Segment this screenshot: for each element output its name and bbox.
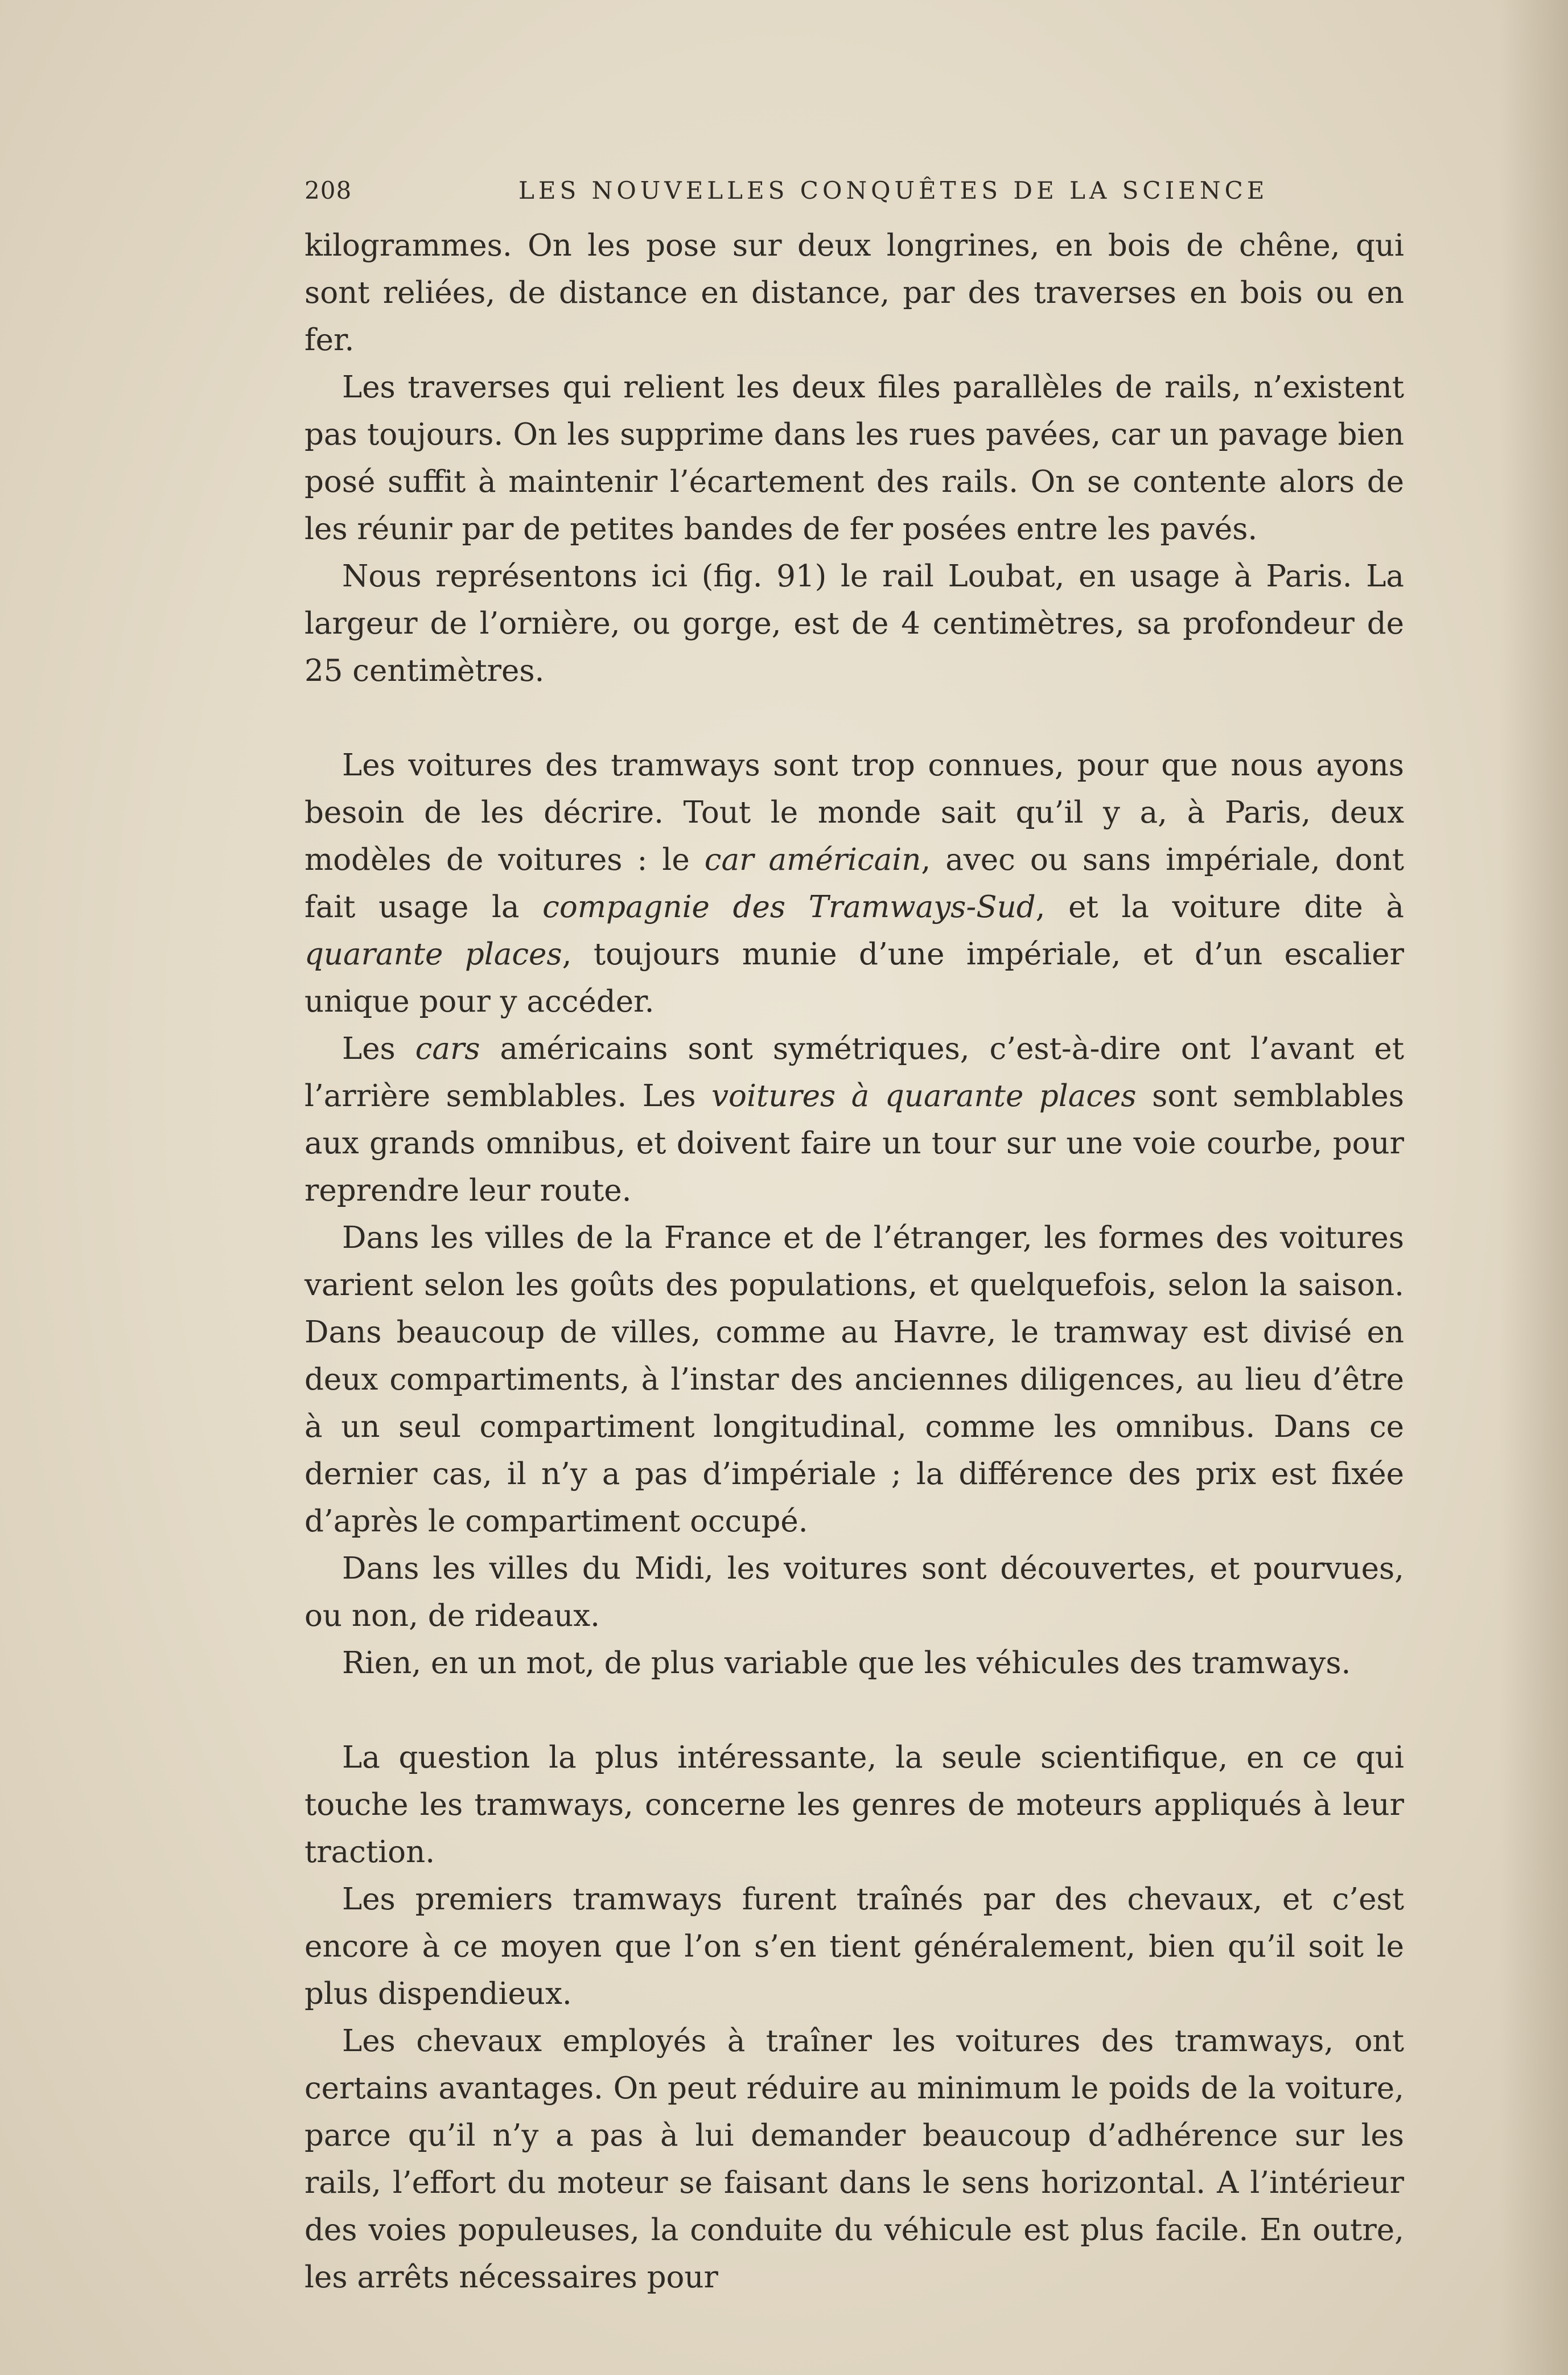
paragraph-villes-midi: Dans les villes du Midi, les voitures sont découvertes, et pourvues, ou non, de rideaux. [304,1551,1404,1633]
text-run: sont semblables aux grands omnibus, et doivent faire un tour sur une voie courbe, pour reprendre leur route. [304,1079,1404,1208]
paragraph-premiers-tramways: Les premiers tramways furent traînés par des chevaux, et c’est encore à ce moyen que l’on s’en tient généralement, bien qu’il soit le plus dispendieux. [304,1882,1404,2011]
body-text [304,222,1404,2301]
text-run: Les [342,1032,415,1066]
text-run: , toujours munie d’une impériale, et d’un escalier unique pour y accéder. [304,937,1404,1019]
italic-term: cars [415,1032,480,1066]
italic-term: quarante places [304,937,562,972]
italic-term: voitures à quarante places [711,1079,1137,1113]
paragraph-rien: Rien, en un mot, de plus variable que les véhicules des tramways. [342,1646,1351,1680]
paragraph-cars-americains [304,1025,1404,1214]
book-page [304,176,1404,2301]
paragraph-villes-france: Dans les villes de la France et de l’étranger, les formes des voitures varient selon les goûts des populations, et quelquefois, selon la saison. Dans beaucoup de villes, comme au Havre, le tramway est divisé en deux compartiments, à l’instar des anciennes diligences, au lieu d’être à un seul compartiment longitudinal, comme les omnibus. Dans ce dernier cas, il n’y a pas d’impériale ; la différence des prix est fixée d’après le compartiment occupé. [304,1221,1404,1539]
paragraph-traverses: Les traverses qui relient les deux files parallèles de rails, n’existent pas toujours. On les supprime dans les rues pavées, car un pavage bien posé suffit à maintenir l’écartement des rails. On se contente alors de les réunir par de petites bandes de fer posées entre les pavés. [304,370,1404,547]
paragraph-rail-loubat: Nous représentons ici (fig. 91) le rail Loubat, en usage à Paris. La largeur de l’ornière, ou gorge, est de 4 centimètres, sa profondeur de 25 centimètres. [304,559,1404,688]
text-run: , avec ou sans impériale, dont fait usage la [304,843,1404,924]
running-title: LES NOUVELLES CONQUÊTES DE LA SCIENCE [518,176,1269,204]
text-run: , et la voiture dite à [1035,890,1404,924]
italic-term: compagnie des Tramways-Sud [542,890,1036,924]
page-spine-shadow [1500,0,1568,2375]
text-run: américains sont symétriques, c’est-à-dire ont l’avant et l’arrière semblables. Les [304,1032,1405,1113]
text-run: Les voitures des tramways sont trop connues, pour que nous ayons besoin de les décrire. Tout le monde sait qu’il y a, à Paris, deux modèles de voitures : le [304,748,1404,877]
paragraph-chevaux: Les chevaux employés à traîner les voitures des tramways, ont certains avantages. On peut réduire au minimum le poids de la voiture, parce qu’il n’y a pas à lui demander beaucoup d’adhérence sur les rails, l’effort du moteur se faisant dans le sens horizontal. A l’intérieur des voies populeuses, la conduite du véhicule est plus facile. En outre, les arrêts nécessaires pour [304,2024,1404,2295]
running-head [304,176,1404,222]
italic-term: car américain [704,843,921,877]
paragraph-continuation: kilogrammes. On les pose sur deux longrines, en bois de chêne, qui sont reliées, de distance en distance, par des traverses en bois ou en fer. [304,228,1404,358]
paragraph-question-moteurs: La question la plus intéressante, la seule scientifique, en ce qui touche les tramways, concerne les genres de moteurs appliqués à leur traction. [304,1740,1404,1869]
paragraph-voitures [304,742,1404,1025]
page-number: 208 [304,176,352,204]
